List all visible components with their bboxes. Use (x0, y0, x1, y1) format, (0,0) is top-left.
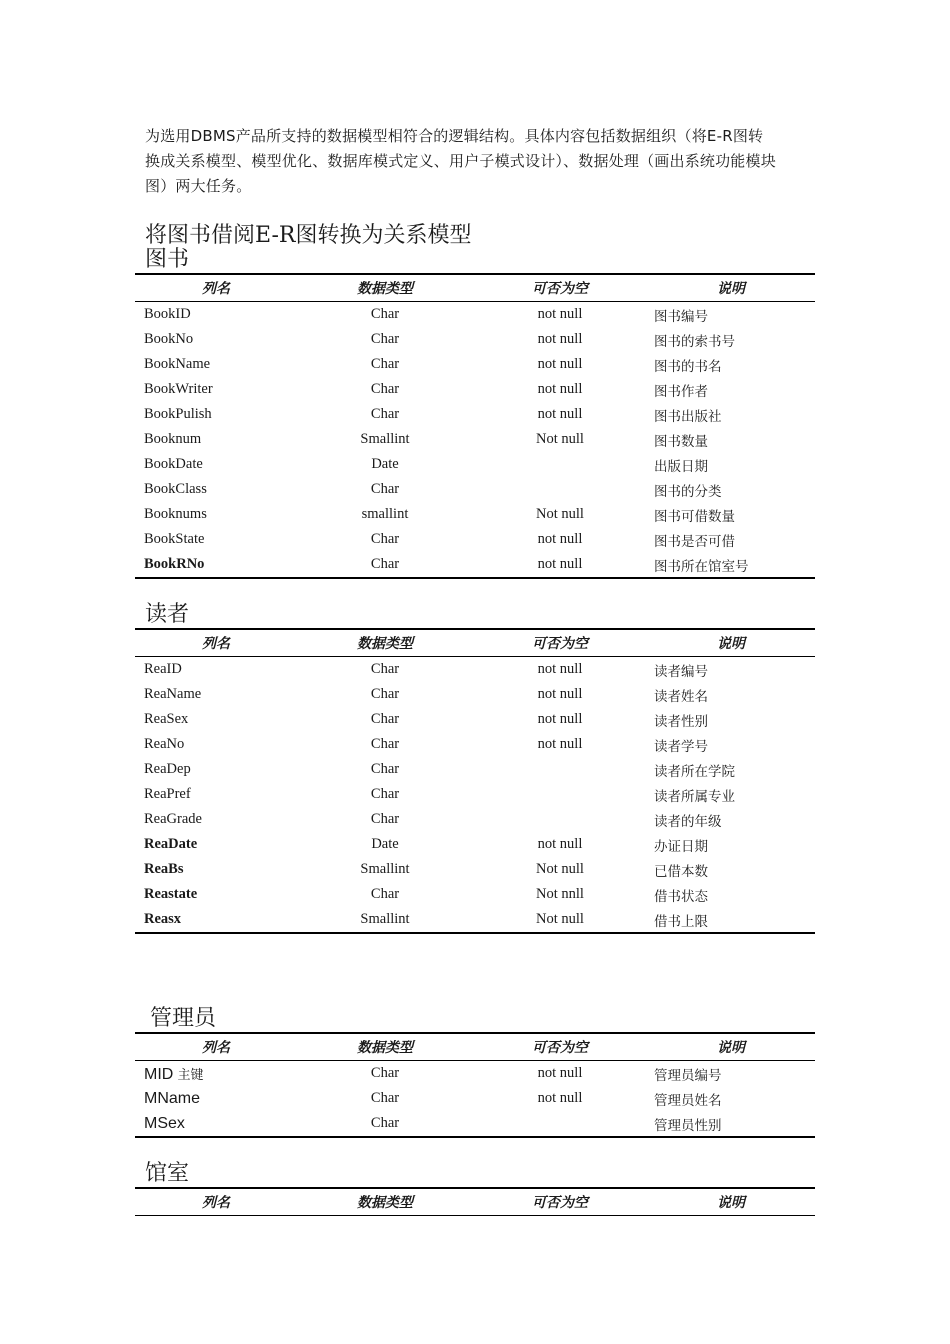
library-room-table (135, 1187, 815, 1216)
cell-column-name (135, 1111, 297, 1137)
table-header-row (135, 274, 815, 302)
cell-nullable: Not nnll (536, 886, 584, 902)
cell-nullable: Not null (536, 506, 584, 522)
cell-column-name (135, 527, 297, 552)
cell-column-name (135, 1061, 297, 1087)
cell-description: 图书的书名 (654, 358, 722, 375)
cell-data-type: Char (370, 736, 400, 752)
table-row (135, 1086, 815, 1111)
cell-description: 借书上限 (654, 913, 708, 930)
table-row (135, 657, 815, 683)
cell-column-name (135, 657, 297, 683)
cell-description: 读者姓名 (654, 688, 708, 705)
cell-data-type: Char (370, 786, 400, 802)
cell-nullable (473, 807, 647, 832)
er-conversion-heading: 将图书借阅E-R图转换为关系模型 (145, 223, 472, 248)
cell-nullable: not null (537, 836, 583, 852)
cell-nullable: Not null (536, 861, 584, 877)
table-row (135, 527, 815, 552)
cell-column-name (135, 882, 297, 907)
cell-column-name (135, 402, 297, 427)
table-row (135, 452, 815, 477)
admin-table (135, 1032, 815, 1138)
column-name-text: BookPulish (144, 406, 212, 422)
cell-description: 读者所在学院 (654, 763, 735, 780)
header-description: 说明 (717, 636, 745, 652)
table-header-row (135, 1188, 815, 1216)
cell-column-name (135, 707, 297, 732)
cell-nullable: not null (537, 711, 583, 727)
cell-description: 图书可借数量 (654, 508, 735, 525)
column-name-text: BookNo (144, 331, 194, 347)
header-col-name: 列名 (202, 636, 230, 652)
cell-description: 图书数量 (654, 433, 708, 450)
cell-nullable: not null (537, 381, 583, 397)
cell-description: 已借本数 (654, 863, 708, 880)
intro-line: 为选用DBMS产品所支持的数据模型相符合的逻辑结构。具体内容包括数据组织（将E-R图转 (145, 127, 764, 145)
cell-data-type: Char (370, 1115, 400, 1131)
header-nullable: 可否为空 (532, 1195, 588, 1211)
table-row (135, 857, 815, 882)
intro-paragraph (145, 124, 813, 199)
cell-description: 读者的年级 (654, 813, 722, 830)
cell-description: 图书作者 (654, 383, 708, 400)
cell-nullable: not null (537, 556, 583, 572)
cell-data-type: Char (370, 331, 400, 347)
cell-data-type: Char (370, 686, 400, 702)
column-name-text: ReaNo (144, 736, 185, 752)
cell-data-type: Char (370, 1065, 400, 1081)
cell-column-name (135, 682, 297, 707)
column-name-text: ReaID (144, 661, 182, 677)
table-row (135, 907, 815, 933)
column-name-text: Reastate (144, 886, 198, 902)
cell-column-name (135, 1086, 297, 1111)
table-row (135, 682, 815, 707)
cell-column-name (135, 552, 297, 578)
cell-column-name (135, 302, 297, 328)
cell-column-name (135, 732, 297, 757)
column-name-text: BookName (144, 356, 211, 372)
column-name-text: BookID (144, 306, 191, 322)
table-title-reader: 读者 (145, 602, 190, 627)
column-name-text: ReaSex (144, 711, 189, 727)
column-name-text: MSex (144, 1114, 185, 1132)
column-name-text: MID (144, 1065, 174, 1083)
cell-description: 办证日期 (654, 838, 708, 855)
cell-nullable: not null (537, 531, 583, 547)
column-name-text: ReaBs (144, 861, 184, 877)
table-row (135, 552, 815, 578)
cell-column-name (135, 427, 297, 452)
cell-description: 读者所属专业 (654, 788, 735, 805)
table-title-library-room: 馆室 (145, 1161, 190, 1186)
column-name-text: Booknums (144, 506, 207, 522)
table-row (135, 302, 815, 328)
cell-data-type: Char (370, 531, 400, 547)
cell-description: 图书的索书号 (654, 333, 735, 350)
column-name-text: BookClass (144, 481, 207, 497)
cell-nullable: not null (537, 661, 583, 677)
cell-nullable (473, 1111, 647, 1137)
table-header-row (135, 629, 815, 657)
table-row (135, 377, 815, 402)
cell-nullable: not null (537, 306, 583, 322)
cell-nullable (473, 757, 647, 782)
table-row (135, 707, 815, 732)
table-title-book: 图书 (145, 247, 190, 272)
cell-description: 读者学号 (654, 738, 708, 755)
table-row (135, 327, 815, 352)
table-row (135, 477, 815, 502)
cell-description: 管理员性别 (654, 1117, 722, 1134)
cell-nullable (473, 477, 647, 502)
cell-data-type: Smallint (360, 861, 410, 877)
table-row (135, 807, 815, 832)
column-name-text: ReaName (144, 686, 202, 702)
cell-nullable: not null (537, 356, 583, 372)
cell-column-name (135, 477, 297, 502)
cell-data-type: Char (370, 356, 400, 372)
cell-nullable (473, 782, 647, 807)
header-col-name: 列名 (202, 1040, 230, 1056)
cell-data-type: Char (370, 1090, 400, 1106)
cell-column-name (135, 352, 297, 377)
cell-data-type: smallint (361, 506, 409, 522)
cell-column-name (135, 907, 297, 933)
cell-data-type: Char (370, 761, 400, 777)
cell-nullable: not null (537, 406, 583, 422)
cell-description: 管理员编号 (654, 1067, 722, 1084)
cell-data-type: Char (370, 661, 400, 677)
column-name-text: BookDate (144, 456, 203, 472)
header-description: 说明 (717, 1195, 745, 1211)
table-header-row (135, 1033, 815, 1061)
header-data-type: 数据类型 (357, 1040, 413, 1056)
table-title-admin: 管理员 (150, 1006, 217, 1031)
cell-data-type: Char (370, 306, 400, 322)
cell-data-type: Char (370, 381, 400, 397)
reader-table (135, 628, 815, 934)
cell-column-name (135, 857, 297, 882)
cell-data-type: Char (370, 481, 400, 497)
column-name-text: ReaGrade (144, 811, 202, 827)
cell-column-name (135, 452, 297, 477)
intro-line: 图）两大任务。 (145, 177, 252, 195)
cell-data-type: Char (370, 711, 400, 727)
table-row (135, 882, 815, 907)
cell-nullable: not null (537, 1065, 583, 1081)
cell-description: 图书出版社 (654, 408, 722, 425)
intro-line: 换成关系模型、模型优化、数据库模式定义、用户子模式设计）、数据处理（画出系统功能模块 (145, 152, 776, 170)
table-row (135, 502, 815, 527)
cell-nullable: Not null (536, 911, 584, 927)
cell-nullable (473, 452, 647, 477)
cell-column-name (135, 807, 297, 832)
table-row (135, 757, 815, 782)
cell-nullable: not null (537, 1090, 583, 1106)
table-row (135, 732, 815, 757)
header-data-type: 数据类型 (357, 1195, 413, 1211)
book-table (135, 273, 815, 579)
cell-column-name (135, 782, 297, 807)
column-name-text: Reasx (144, 911, 182, 927)
header-description: 说明 (717, 1040, 745, 1056)
table-row (135, 1061, 815, 1087)
cell-data-type: Smallint (360, 431, 410, 447)
cell-nullable: not null (537, 736, 583, 752)
cell-description: 图书所在馆室号 (654, 558, 749, 575)
cell-description: 管理员姓名 (654, 1092, 722, 1109)
cell-data-type: Date (371, 456, 399, 472)
column-name-text: BookRNo (144, 556, 205, 572)
header-description: 说明 (717, 281, 745, 297)
column-name-text: ReaDep (144, 761, 191, 777)
cell-description: 图书编号 (654, 308, 708, 325)
table-row (135, 832, 815, 857)
cell-data-type: Char (370, 886, 400, 902)
cell-description: 出版日期 (654, 458, 708, 475)
table-row (135, 352, 815, 377)
table-row (135, 402, 815, 427)
column-name-text: Booknum (144, 431, 202, 447)
cell-column-name (135, 832, 297, 857)
cell-data-type: Char (370, 406, 400, 422)
column-name-text: ReaDate (144, 836, 198, 852)
header-nullable: 可否为空 (532, 281, 588, 297)
primary-key-note: 主键 (173, 1067, 204, 1083)
header-nullable: 可否为空 (532, 1040, 588, 1056)
column-name-text: BookWriter (144, 381, 213, 397)
table-row (135, 427, 815, 452)
cell-description: 读者编号 (654, 663, 708, 680)
cell-description: 读者性别 (654, 713, 708, 730)
cell-column-name (135, 502, 297, 527)
table-row (135, 782, 815, 807)
cell-data-type: Char (370, 811, 400, 827)
column-name-text: BookState (144, 531, 205, 547)
header-data-type: 数据类型 (357, 636, 413, 652)
cell-description: 图书的分类 (654, 483, 722, 500)
cell-nullable: not null (537, 686, 583, 702)
column-name-text: MName (144, 1089, 201, 1107)
cell-data-type: Smallint (360, 911, 410, 927)
cell-column-name (135, 327, 297, 352)
cell-description: 借书状态 (654, 888, 708, 905)
cell-nullable: Not null (536, 431, 584, 447)
cell-nullable: not null (537, 331, 583, 347)
table-row (135, 1111, 815, 1137)
cell-column-name (135, 757, 297, 782)
header-data-type: 数据类型 (357, 281, 413, 297)
header-col-name: 列名 (202, 281, 230, 297)
cell-column-name (135, 377, 297, 402)
cell-data-type: Date (371, 836, 399, 852)
column-name-text: ReaPref (144, 786, 191, 802)
cell-description: 图书是否可借 (654, 533, 735, 550)
cell-data-type: Char (370, 556, 400, 572)
header-nullable: 可否为空 (532, 636, 588, 652)
header-col-name: 列名 (202, 1195, 230, 1211)
